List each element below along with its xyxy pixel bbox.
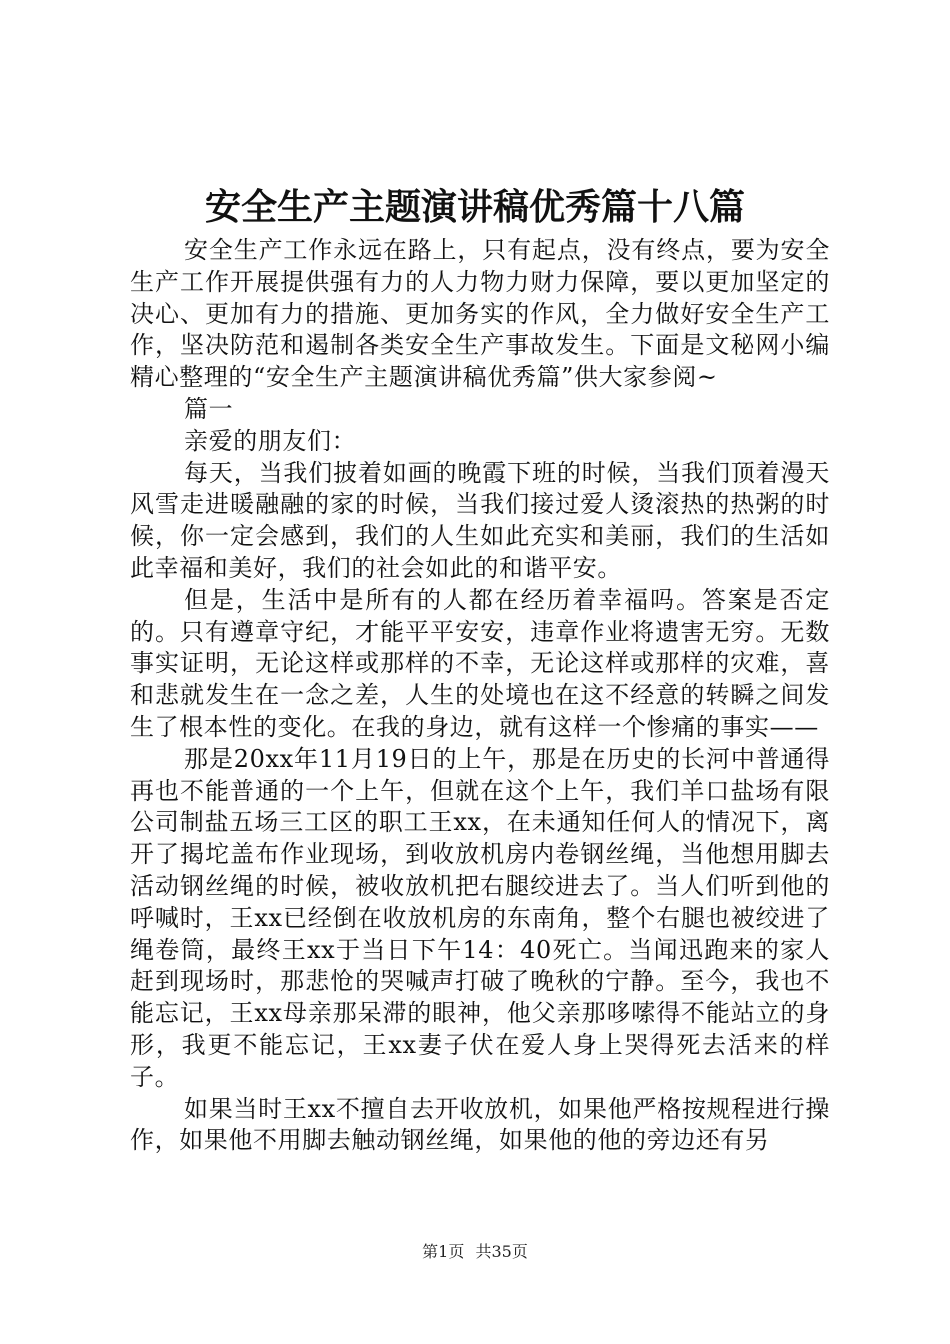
section-heading: 篇一 [184, 394, 234, 423]
page-number: 第1页 [422, 1242, 465, 1261]
document-title: 安全生产主题演讲稿优秀篇十八篇 [204, 186, 745, 228]
document-body [130, 235, 830, 1157]
body-paragraph: 如果当时王xx不擅自去开收放机，如果他严格按规程进行操作，如果他不用脚去触动钢丝绳，如果他的他的旁边还有另 [130, 1094, 830, 1155]
body-paragraph: 但是，生活中是所有的人都在经历着幸福吗。答案是否定的。只有遵章守纪，才能平平安安，违章作业将遗害无穷。无数事实证明，无论这样或那样的不幸，无论这样或那样的灾难，喜和悲就发生在一念之差，人生的处境也在这不经意的转瞬之间发生了根本性的变化。在我的身边，就有这样一个惨痛的事实—— [130, 585, 830, 741]
page-total: 共35页 [475, 1242, 528, 1261]
page-footer [0, 1240, 950, 1264]
salutation: 亲爱的朋友们： [184, 426, 357, 455]
body-paragraph: 那是20xx年11月19日的上午，那是在历史的长河中普通得再也不能普通的一个上午，但就在这个上午，我们羊口盐场有限公司制盐五场三工区的职工王xx，在未通知任何人的情况下，离开了揭坨盖布作业现场，到收放机房内卷钢丝绳，当他想用脚去活动钢丝绳的时候，被收放机把右腿绞进去了。当人们听到他的呼喊时，王xx已经倒在收放机房的东南角，整个右腿也被绞进了绳卷筒，最终王xx于当日下午14：40死亡。当闻迅跑来的家人赶到现场时，那悲怆的哭喊声打破了晚秋的宁静。至今，我也不能忘记，王xx母亲那呆滞的眼神，他父亲那哆嗦得不能站立的身形，我更不能忘记，王xx妻子伏在爱人身上哭得死去活来的样子。 [130, 744, 830, 1091]
intro-paragraph: 安全生产工作永远在路上，只有起点，没有终点，要为安全生产工作开展提供强有力的人力物力财力保障，要以更加坚定的决心、更加有力的措施、更加务实的作风，全力做好安全生产工作，坚决防范和遏制各类安全生产事故发生。下面是文秘网小编精心整理的“安全生产主题演讲稿优秀篇”供大家参阅~ [130, 236, 830, 392]
body-paragraph: 每天，当我们披着如画的晚霞下班的时候，当我们顶着漫天风雪走进暖融融的家的时候，当我们接过爱人烫滚热的热粥的时候，你一定会感到，我们的人生如此充实和美丽，我们的生活如此幸福和美好，我们的社会如此的和谐平安。 [130, 458, 830, 582]
